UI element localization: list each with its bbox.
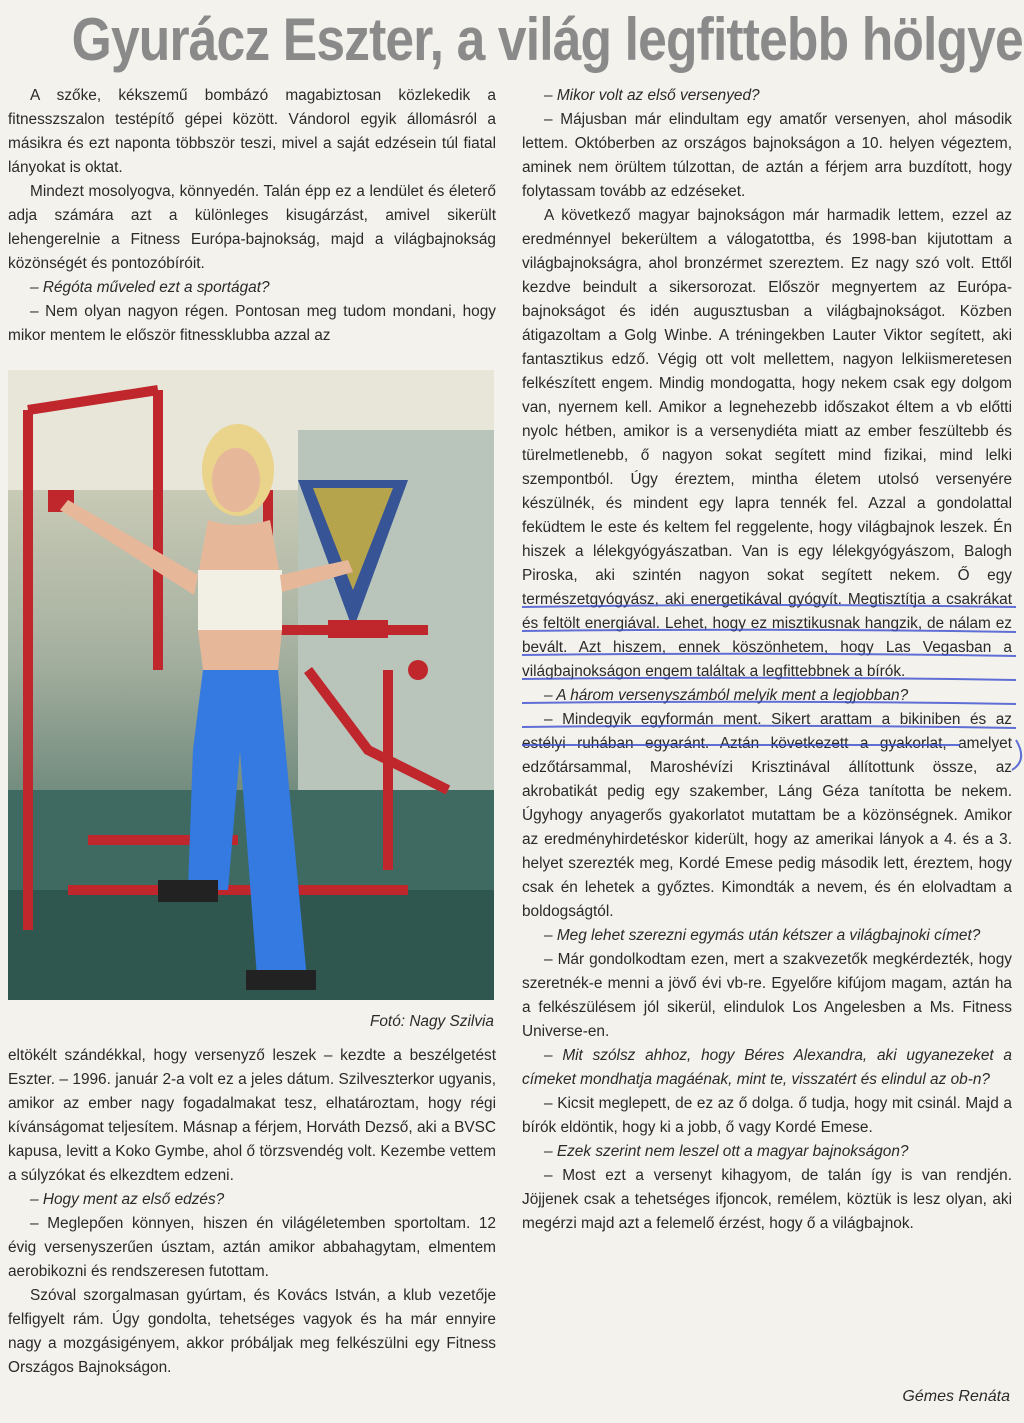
article-paragraph: Szóval szorgalmasan gyúrtam, és Kovács István, a klub vezetője felfigyelt rám. Úgy gondolta, tehetséges vagyok és ha már ennyire nagy a mozgásigényem, akkor próbáljak meg felkészülni egy Fitness Országos Bajnokságon.: [8, 1287, 496, 1376]
left-column-bottom: [8, 1044, 496, 1380]
article-paragraph: A következő magyar bajnokságon már harmadik lettem, ezzel az eredménnyel bekerültem a válogatottba, és 1998-ban kijutottam a világbajnokságra, ahol bronzérmet szereztem. Ez nagy szó volt. Ettől kezdve beindult a sikersorozat. Először megnyertem az Európa-bajnokságot és idén augusztusban a világbajnokságot. Közben átigazoltam a Golg Winbe. A tréningekben Lauter Viktor segített, aki fantasztikus edző. Végig ott volt mellettem, nagyon lelkiismeretesen felkészített engem. Mindig mondogatta, hogy nekem csak egy dolgom van, nyernem kell. Amikor a legnehezebb időszakot éltem a vb előtti nyolc hétben, amikor is a versenydiéta miatt az ember feszültebb és türelmetlenebb, ő nagyon sokat segített mind fizikai, mind lelki szempontból. Úgy éreztem, mintha életem utolsó versenyére készülnék, és mindent egy lapra tennék fel. Azzal a gondolattal feküdtem le este és keltem fel reggelente, hogy világbajnok leszek. Én hiszek a lélekgyógyászatban. Van is egy lélekgyógyászom, Balogh Piroska, aki szintén nagyon sokat segített nekem. Ő egy természetgyógyász, aki energetikával gyógyít. Megtisztítja a csakrákat és feltölt energiával. Lehet, hogy ez misztikusnak hangzik, de nálam ez bevált. Azt hiszem, ennek köszönhetem, hogy Las Vegasban a világbajnokságon engem találtak a legfittebbnek a bírók.: [522, 207, 1012, 680]
article-paragraph: – Kicsit meglepett, de ez az ő dolga. ő tudja, hogy mit csinál. Majd a bírók eldöntik, hogy ki a jobb, ő vagy Kordé Emese.: [522, 1095, 1012, 1136]
article-paragraph: Mindezt mosolyogva, könnyedén. Talán épp ez a lendület és életerő adja számára azt a különleges kisugárzást, amivel sikerült lehengerelnie a Fitness Európa-bajnokság, majd a világbajnokság közönségét és pontozóbíróit.: [8, 183, 496, 272]
interview-question: – Hogy ment az első edzés?: [30, 1191, 225, 1208]
article-paragraph: – Most ezt a versenyt kihagyom, de talán így is van rendjén. Jöjjenek csak a tehetséges ifjoncok, remélem, köztük is lesz olyan, aki megérzi majd azt a felemelő érzést, hogy ő a világbajnok.: [522, 1167, 1012, 1232]
article-photo: [8, 370, 494, 1000]
interview-question: – Régóta műveled ezt a sportágat?: [30, 279, 270, 296]
photo-illustration: [8, 370, 494, 1000]
right-column: [522, 84, 1012, 1236]
article-paragraph: – Már gondolkodtam ezen, mert a szakvezetők megkérdezték, hogy szeretnék-e menni a jövő évi vb-re. Egyelőre kifújom magam, aztán ha a felkészülésem jól sikerül, elindulok Los Angelesben a Ms. Fitness Universe-en.: [522, 951, 1012, 1040]
interview-question: – Meg lehet szerezni egymás után kétszer a világbajnoki címet?: [544, 927, 981, 944]
author-signature: Gémes Renáta: [902, 1388, 1010, 1405]
interview-question: – A három versenyszámból melyik ment a legjobban?: [544, 687, 909, 704]
article-paragraph: – Meglepően könnyen, hiszen én világéletemben sportoltam. 12 évig versenyszerűen úsztam, aztán amikor abbahagytam, elmentem aerobikozni és rendszeresen futottam.: [8, 1215, 496, 1280]
left-column-top: [8, 84, 496, 348]
headline: Gyurácz Eszter, a világ legfittebb hölgye: [71, 6, 1023, 73]
article-paragraph: eltökélt szándékkal, hogy versenyző leszek – kezdte a beszélgetést Eszter. – 1996. január 2-a volt ez a jeles dátum. Szilveszterkor ugyanis, amikor az ember nagy fogadalmakat tesz, elhatároztam, hogy régi kívánságomat teljesítem. Másnap a férjem, Horváth Dezső, aki a BVSC kapusa, levitt a Koko Gymbe, ahol ő törzsvendég volt. Kezembe vettem a súlyzókat és elkezdtem edzeni.: [8, 1047, 496, 1184]
article-paragraph: A szőke, kékszemű bombázó magabiztosan közlekedik a fitnesszszalon testépítő gépei között. Vándorol egyik állomásról a másikra és ezt naponta többször teszi, mivel a saját edzésein túl fiatal lányokat is oktat.: [8, 87, 496, 176]
interview-question: – Mikor volt az első versenyed?: [544, 87, 760, 104]
photo-caption: Fotó: Nagy Szilvia: [369, 1013, 494, 1030]
interview-question: – Ezek szerint nem leszel ott a magyar bajnokságon?: [544, 1143, 909, 1160]
article-paragraph: – Májusban már elindultam egy amatőr versenyen, ahol második lettem. Októberben az országos bajnokságon a 10. helyen végeztem, aminek nem örültem túlzottan, de aztán a férjem arra buzdított, hogy folytassam tovább az edzéseket.: [522, 111, 1012, 200]
article-paragraph: – Mindegyik egyformán ment. Sikert arattam a bikiniben és az estélyi ruhában egyaránt. Aztán következett a gyakorlat, amelyet edzőtársammal, Maroshévízi Krisztinával állítottunk össze, az akrobatikát pedig egy szakember, Láng Géza tanította be nekem. Úgyhogy anyagerős gyakorlatot mutattam be a közönségnek. Amikor az eredményhirdetéskor kiderült, hogy az amerikai lányok a 4. és a 3. helyet szerezték meg, Kordé Emese pedig második lett, éreztem, hogy csak én lehetek a győztes. Kimondták a nevem, és én elolvadtam a boldogságtól.: [522, 711, 1012, 920]
article-paragraph: – Nem olyan nagyon régen. Pontosan meg tudom mondani, hogy mikor mentem le először fitnessklubba azzal az: [8, 303, 496, 344]
interview-question: – Mit szólsz ahhoz, hogy Béres Alexandra, aki ugyanezeket a címeket mondhatja magáénak, mint te, visszatért és elindul az ob-n?: [522, 1047, 1012, 1088]
